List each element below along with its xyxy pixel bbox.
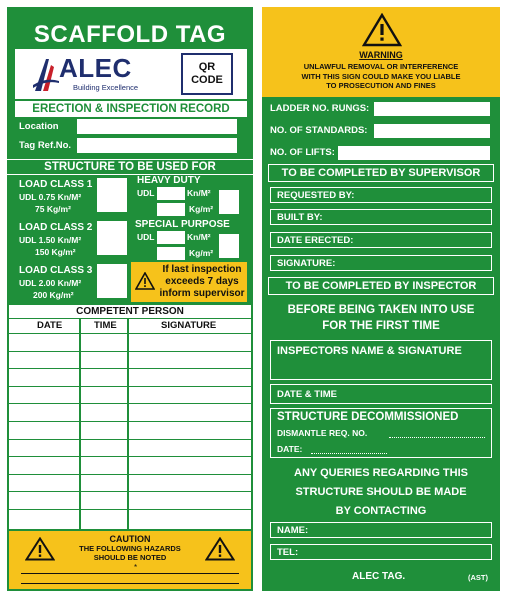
inspection-note-line-1: If last inspection — [162, 264, 242, 275]
structure-header: STRUCTURE TO BE USED FOR — [7, 159, 253, 175]
logo-block — [15, 49, 247, 99]
caution-left-triangle-icon — [25, 537, 55, 561]
heavy-duty-kg-field[interactable] — [157, 203, 185, 216]
special-purpose-udl: UDL — [137, 232, 155, 242]
heavy-duty-checkbox[interactable] — [219, 190, 239, 214]
special-purpose-kn-field[interactable] — [157, 231, 185, 244]
table-row[interactable] — [9, 456, 251, 457]
tag-ref-field[interactable] — [77, 138, 237, 153]
table-row[interactable] — [9, 368, 251, 369]
warning-line-2: WITH THIS SIGN COULD MAKE YOU LIABLE — [301, 71, 461, 81]
heavy-duty-kn-field[interactable] — [157, 187, 185, 200]
col-date: DATE — [37, 320, 63, 331]
caution-line-2: SHOULD BE NOTED — [93, 553, 167, 562]
warning-triangle-icon — [362, 13, 402, 47]
built-by-field[interactable] — [270, 209, 492, 225]
contact-tel-field[interactable] — [270, 544, 492, 560]
competent-person-table — [9, 305, 251, 529]
load-class-2-kg: 150 Kg/m² — [35, 247, 76, 257]
queries-line-2: STRUCTURE SHOULD BE MADE — [295, 486, 467, 498]
decommissioned-title: STRUCTURE DECOMMISSIONED — [277, 411, 459, 423]
alec-brand: ALEC — [59, 53, 132, 83]
special-purpose-kg-unit: Kg/m² — [189, 248, 214, 258]
table-row[interactable] — [9, 351, 251, 352]
tag-ref-label: Tag Ref.No. — [19, 140, 72, 151]
table-row[interactable] — [9, 474, 251, 475]
load-class-1-name: LOAD CLASS 1 — [19, 179, 93, 190]
heavy-duty-name: HEAVY DUTY — [137, 175, 201, 186]
caution-mark: * — [134, 563, 138, 572]
location-field[interactable] — [77, 119, 237, 134]
decommission-date-label: DATE: — [277, 444, 303, 454]
table-row[interactable] — [9, 421, 251, 422]
signature-field[interactable] — [270, 255, 492, 271]
load-class-2-checkbox[interactable] — [97, 221, 127, 255]
date-erected-label: DATE ERECTED: — [277, 235, 354, 246]
table-row[interactable] — [9, 386, 251, 387]
caution-line-1: THE FOLLOWING HAZARDS — [79, 544, 181, 553]
heavy-duty-udl: UDL — [137, 188, 155, 198]
inspection-note-text — [157, 264, 247, 300]
before-use-line-1: BEFORE BEING TAKEN INTO USE — [287, 304, 475, 316]
load-class-3-checkbox[interactable] — [97, 264, 127, 298]
warning-triangle-icon — [135, 272, 155, 290]
table-row[interactable] — [9, 509, 251, 510]
location-label: Location — [19, 121, 59, 132]
qr-code-box — [181, 53, 233, 95]
qr-label-2: CODE — [191, 74, 223, 86]
heavy-duty-kg-unit: Kg/m² — [189, 204, 214, 214]
load-class-1-checkbox[interactable] — [97, 178, 127, 212]
caution-title: CAUTION — [109, 534, 151, 544]
dismantle-label: DISMANTLE REQ. NO. — [277, 428, 368, 438]
before-use-line-2: FOR THE FIRST TIME — [322, 320, 440, 332]
caution-line[interactable] — [21, 573, 239, 574]
inspection-note-line-2: exceeds 7 days — [165, 276, 239, 287]
load-class-1-kg: 75 Kg/m² — [35, 204, 71, 214]
caution-line[interactable] — [21, 583, 239, 584]
table-row[interactable] — [9, 491, 251, 492]
decommissioned-panel — [270, 408, 492, 458]
load-class-1-udl: UDL 0.75 Kn/M² — [19, 192, 82, 202]
alec-tagline: Building Excellence — [73, 83, 139, 92]
load-class-3-name: LOAD CLASS 3 — [19, 265, 93, 276]
tag-title: SCAFFOLD TAG — [33, 21, 227, 48]
decommission-date-line[interactable] — [311, 453, 387, 454]
ladder-field[interactable] — [374, 102, 490, 116]
inspector-header: TO BE COMPLETED BY INSPECTOR — [268, 277, 494, 295]
queries-line-1: ANY QUERIES REGARDING THIS — [294, 467, 468, 479]
load-class-3-kg: 200 Kg/m² — [33, 290, 74, 300]
special-purpose-checkbox[interactable] — [219, 234, 239, 258]
load-class-2-name: LOAD CLASS 2 — [19, 222, 93, 233]
inspectors-name-field[interactable] — [270, 340, 492, 380]
lifts-field[interactable] — [338, 146, 490, 160]
contact-name-field[interactable] — [270, 522, 492, 538]
special-purpose-kg-field[interactable] — [157, 247, 185, 260]
standards-label: NO. OF STANDARDS: — [270, 125, 368, 136]
queries-text — [262, 464, 500, 521]
date-time-label: DATE & TIME — [277, 389, 337, 400]
footer-code: (AST) — [468, 573, 488, 582]
table-row[interactable] — [9, 403, 251, 404]
left-card — [7, 7, 253, 591]
warning-line-3: TO PROSECUTION AND FINES — [326, 81, 436, 90]
alec-logo-mark-icon — [33, 55, 59, 93]
queries-line-3: BY CONTACTING — [335, 505, 427, 517]
lifts-label: NO. OF LIFTS: — [270, 147, 335, 158]
load-class-3-udl: UDL 2.00 Kn/M² — [19, 278, 82, 288]
requested-by-label: REQUESTED BY: — [277, 190, 355, 201]
record-header: ERECTION & INSPECTION RECORD — [15, 101, 247, 117]
supervisor-header: TO BE COMPLETED BY SUPERVISOR — [268, 164, 494, 182]
date-time-field[interactable] — [270, 384, 492, 404]
caution-text — [59, 535, 201, 562]
contact-tel-label: TEL: — [277, 547, 299, 558]
qr-label-1: QR — [198, 61, 216, 73]
table-row[interactable] — [9, 333, 251, 334]
col-time: TIME — [94, 320, 117, 331]
heavy-duty-kn-unit: Kn/M² — [187, 188, 211, 198]
competent-person-header: COMPETENT PERSON — [76, 306, 184, 317]
warning-title: WARNING — [359, 50, 403, 60]
table-row[interactable] — [9, 439, 251, 440]
contact-name-label: NAME: — [277, 525, 309, 536]
right-card — [262, 7, 500, 591]
inspection-note-line-3: inform supervisor — [159, 288, 245, 299]
inspectors-name-label: INSPECTORS NAME & SIGNATURE — [277, 345, 462, 357]
signature-label: SIGNATURE: — [277, 258, 336, 269]
built-by-label: BUILT BY: — [277, 212, 323, 223]
special-purpose-kn-unit: Kn/M² — [187, 232, 211, 242]
standards-field[interactable] — [374, 124, 490, 138]
warning-panel — [262, 7, 500, 97]
before-use-text — [262, 302, 500, 334]
warning-line-1: UNLAWFUL REMOVAL OR INTERFERENCE — [303, 62, 459, 71]
caution-panel — [9, 531, 251, 589]
date-erected-field[interactable] — [270, 232, 492, 248]
warning-text — [262, 62, 500, 91]
special-purpose-name: SPECIAL PURPOSE — [135, 219, 230, 230]
col-signature: SIGNATURE — [161, 320, 217, 331]
footer-brand: ALEC TAG. — [352, 571, 406, 582]
dismantle-line[interactable] — [389, 437, 485, 438]
load-class-2-udl: UDL 1.50 Kn/M² — [19, 235, 82, 245]
requested-by-field[interactable] — [270, 187, 492, 203]
caution-right-triangle-icon — [205, 537, 235, 561]
ladder-label: LADDER NO. RUNGS: — [270, 103, 370, 114]
inspection-note — [131, 262, 247, 302]
